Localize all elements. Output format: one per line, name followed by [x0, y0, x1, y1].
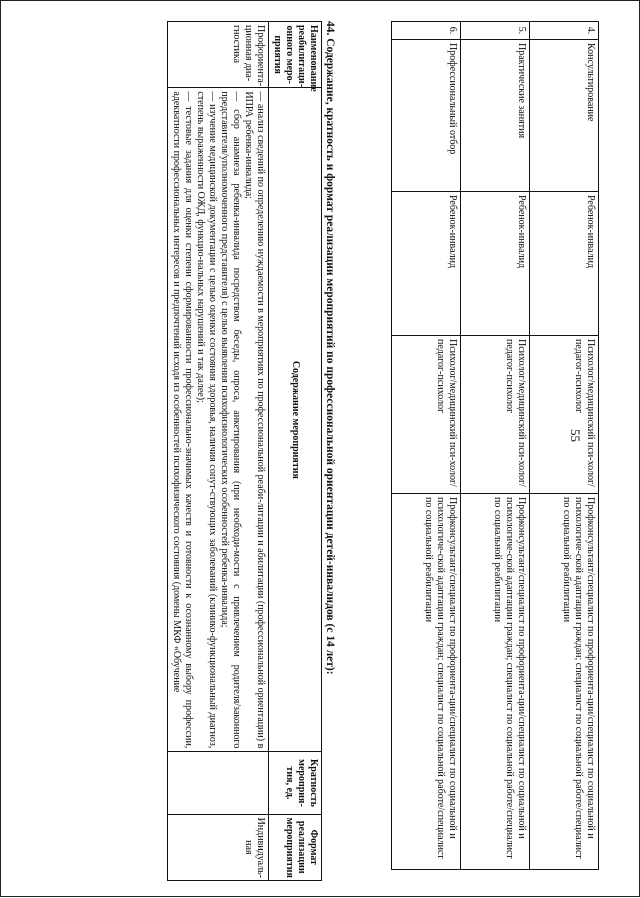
header-row: [269, 22, 322, 881]
section-heading: 44. Содержание, кратность и формат реализации мероприятий по профессиональной ориентации детей-инвалидов (с 14 лет):: [324, 21, 336, 675]
content-item: — анализ сведений по определению нуждаемости в мероприятиях по профессиональной реаби-литации и абилитации (профессиональной ориентации) в ИПРА ребенка-инвалида;: [243, 91, 266, 749]
column-header-format: Формат реализации мероприятия: [269, 814, 322, 880]
coexecutor: Профконсультант/специалист по профориента-ции/специалист по социальной и психологиче-ской адаптации граждан; специалист по социальной работе/специалист по социальной реабилитации: [530, 494, 599, 870]
coexecutor: Профконсультант/специалист по профориента-ции/специалист по социальной и психологиче-ской адаптации граждан; специалист по социальной работе/специалист по социальной реабилитации: [392, 494, 461, 870]
event-name: Практические занятия: [461, 40, 530, 192]
event-name: Консультирование: [530, 40, 599, 192]
column-header-frequency: Кратность мероприя-тия, ед.: [269, 752, 322, 814]
specialists-table: [391, 21, 599, 870]
event-frequency: [168, 752, 269, 814]
content-item: — тестовые задания для оценки степени сформированности профессионально-значимых качеств и готовности к осознанному выбору профессии, адекватности профессиональных интересов и предпочтений исходя из особенностей психофизического состояния (домены МКФ «Обучение: [171, 91, 194, 749]
executor: Психолог/медицинский пси-холог/педагог-психолог: [461, 336, 530, 494]
executor: Психолог/медицинский пси-холог/педагог-психолог: [392, 336, 461, 494]
column-header-name: Наименование реабилитаци-онного меро-приятия: [269, 22, 322, 88]
event-name: Профориента-ционная диа-гностика: [168, 22, 269, 88]
row-number: 4.: [530, 22, 599, 40]
recipient: Ребенок-инвалид: [392, 192, 461, 336]
content-item: — изучение медицинской документации с целью оценки состояния здоровья, наличия сопут-ствующих заболеваний (клинико-функциональный диагноз, степень выраженности ОЖД, функцио-нальных нарушений и так далее);: [195, 91, 218, 749]
content-item: — сбор анамнеза ребенка-инвалида посредством беседы, опроса, анкетирования (при необходи-мости с привлечением родителя/законного представителя/уполномоченного представителя) с целью выявления психофизиологических особенностей ребенка-инвалида;: [219, 91, 242, 749]
table-row: [461, 22, 530, 870]
recipient: Ребенок-инвалид: [461, 192, 530, 336]
event-content: [168, 88, 269, 752]
table-row: [392, 22, 461, 870]
event-format: Индивидуаль-ная: [168, 814, 269, 880]
event-name: Профессиональный отбор: [392, 40, 461, 192]
row-number: 5.: [461, 22, 530, 40]
executor: Психолог/медицинский пси-холог/педагог-психолог: [530, 336, 599, 494]
table-row: [168, 22, 269, 881]
row-number: 6.: [392, 22, 461, 40]
coexecutor: Профконсультант/специалист по профориента-ции/специалист по социальной и психологиче-ской адаптации граждан; специалист по социальной работе/специалист по социальной реабилитации: [461, 494, 530, 870]
recipient: Ребенок-инвалид: [530, 192, 599, 336]
page-number: 55: [568, 429, 583, 442]
rotated-content: [1, 1, 640, 898]
table-row: [530, 22, 599, 870]
career-guidance-table: [167, 21, 322, 881]
column-header-content: Содержание мероприятия: [269, 88, 322, 752]
